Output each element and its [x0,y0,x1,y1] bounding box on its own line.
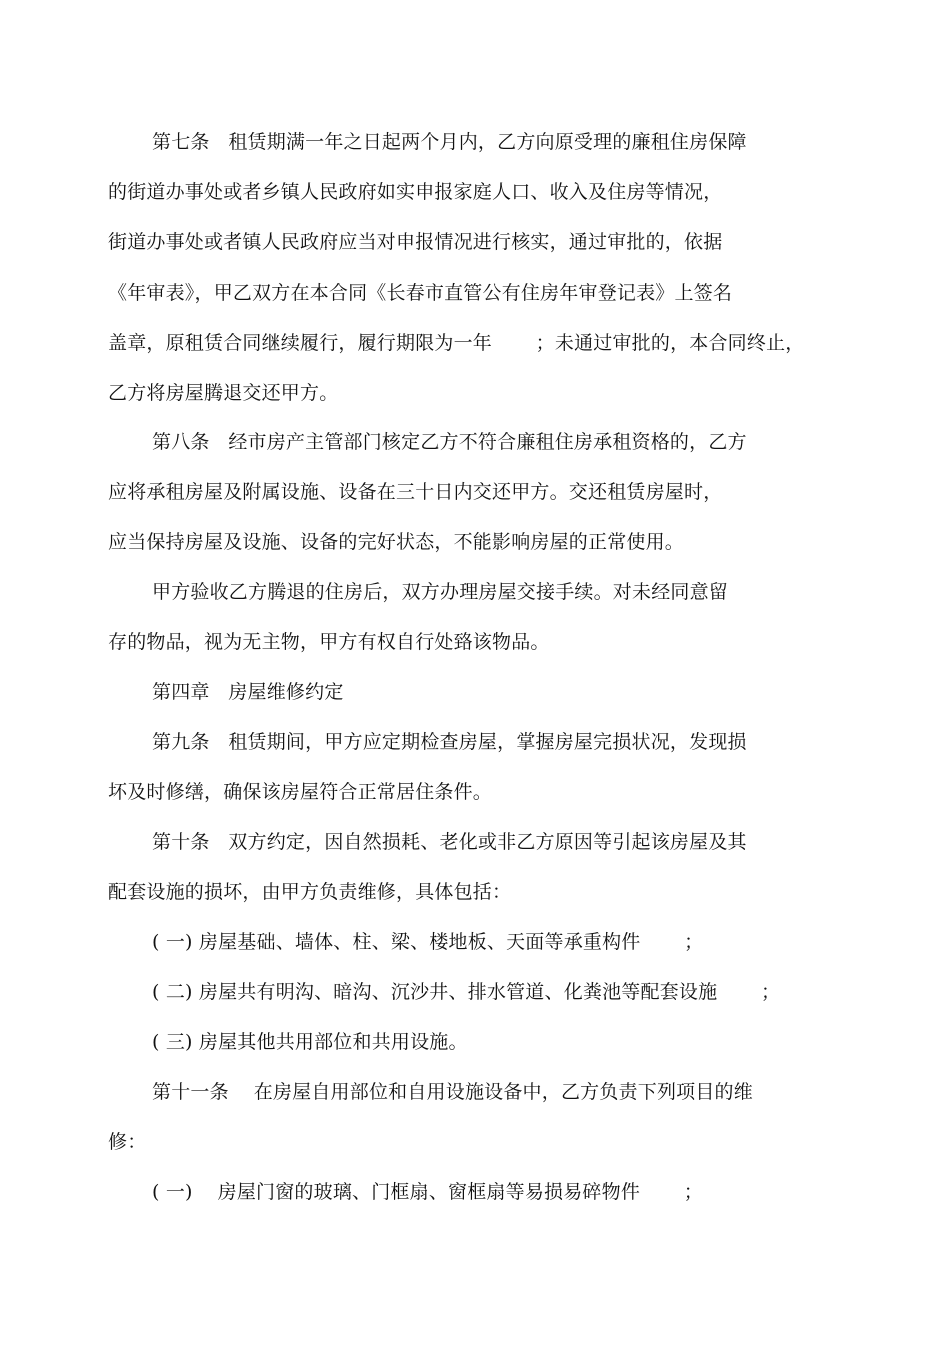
article-11-line-2: 修： [108,1131,147,1153]
article-10-line-2: 配套设施的损坏，由甲方负责维修，具体包括： [108,881,512,903]
article-7-line-3: 街道办事处或者镇人民政府应当对申报情况进行核实，通过审批的，依据 [108,231,723,253]
article-9-line-2: 坏及时修缮，确保该房屋符合正常居住条件。 [108,781,493,803]
article-9-line-1: 第九条 租赁期间，甲方应定期检查房屋，掌握房屋完损状况，发现损 [152,731,747,753]
handover-paragraph-line-2: 存的物品，视为无主物，甲方有权自行处臵该物品。 [108,631,550,653]
article-10-item-2: ( 二) 房屋共有明沟、暗沟、沉沙井、排水管道、化粪池等配套设施 ； [152,981,781,1003]
article-8-line-1: 第八条 经市房产主管部门核定乙方不符合廉租住房承租资格的，乙方 [152,431,747,453]
article-7-line-1: 第七条 租赁期满一年之日起两个月内，乙方向原受理的廉租住房保障 [152,131,747,153]
article-7-line-2: 的街道办事处或者乡镇人民政府如实申报家庭人口、收入及住房等情况， [108,181,723,203]
article-7-line-4: 《年审表》，甲乙双方在本合同《长春市直管公有住房年审登记表》上签名 [108,282,733,304]
article-8-line-3: 应当保持房屋及设施、设备的完好状态，不能影响房屋的正常使用。 [108,531,685,553]
article-7-line-5: 盖章，原租赁合同继续履行，履行期限为一年 ；未通过审批的，本合同终止， [108,332,805,354]
article-10-item-1: ( 一) 房屋基础、墙体、柱、梁、楼地板、天面等承重构件 ； [152,931,704,953]
article-11-line-1: 第十一条 在房屋自用部位和自用设施设备中，乙方负责下列项目的维 [152,1081,753,1103]
article-10-item-3: ( 三) 房屋其他共用部位和共用设施。 [152,1031,468,1053]
article-11-item-1: ( 一) 房屋门窗的玻璃、门框扇、窗框扇等易损易碎物件 ； [152,1181,703,1203]
article-8-line-2: 应将承租房屋及附属设施、设备在三十日内交还甲方。交还租赁房屋时， [108,481,723,503]
chapter-4-heading: 第四章 房屋维修约定 [152,681,344,703]
article-7-line-6: 乙方将房屋腾退交还甲方。 [108,382,339,404]
article-10-line-1: 第十条 双方约定，因自然损耗、老化或非乙方原因等引起该房屋及其 [152,831,747,853]
handover-paragraph-line-1: 甲方验收乙方腾退的住房后，双方办理房屋交接手续。对未经同意留 [152,581,729,603]
